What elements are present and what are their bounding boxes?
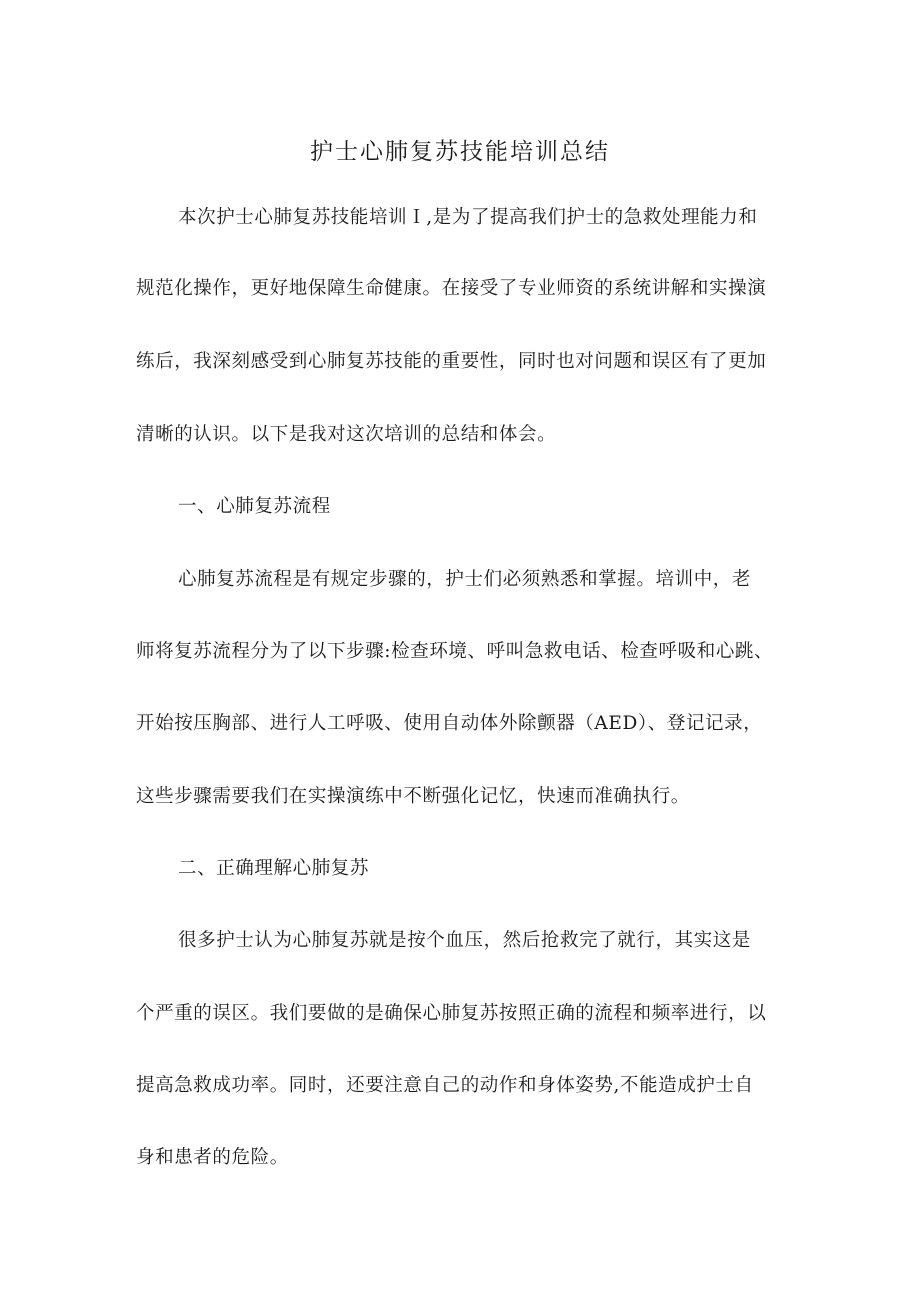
- paragraph-2-line-2: 师将复苏流程分为了以下步骤:检查环境、呼叫急救电话、检查呼吸和心跳、: [136, 641, 774, 662]
- paragraph-3-line-1: 很多护士认为心肺复苏就是按个血压，然后抢救完了就行，其实这是: [178, 930, 752, 951]
- paragraph-2-line-4: 这些步骤需要我们在实操演练中不断强化记忆，快速而准确执行。: [136, 786, 690, 807]
- paragraph-1-line-3: 练后，我深刻感受到心肺复苏技能的重要性，同时也对问题和误区有了更加: [136, 351, 767, 372]
- paragraph-1-line-1: 本次护士心肺复苏技能培训Ｉ,是为了提高我们护士的急救处理能力和: [178, 207, 758, 228]
- document-title: 护士心肺复苏技能培训总结: [310, 139, 610, 165]
- paragraph-2-line-3: 开始按压胸部、进行人工呼吸、使用自动体外除颤器（AED）、登记记录，: [136, 713, 763, 734]
- section-heading-2: 二、正确理解心肺复苏: [178, 858, 370, 879]
- paragraph-3-line-4: 身和患者的危险。: [136, 1147, 289, 1168]
- paragraph-3-line-2: 个严重的误区。我们要做的是确保心肺复苏按照正确的流程和频率进行，以: [136, 1003, 767, 1024]
- section-heading-1: 一、心肺复苏流程: [178, 496, 331, 517]
- paragraph-1-line-2: 规范化操作，更好地保障生命健康。在接受了专业师资的系统讲解和实操演: [136, 278, 767, 299]
- paragraph-1-line-4: 清晰的认识。以下是我对这次培训的总结和体会。: [136, 424, 557, 445]
- paragraph-2-line-1: 心肺复苏流程是有规定步骤的，护士们必须熟悉和掌握。培训中，老: [178, 569, 752, 590]
- paragraph-3-line-3: 提高急救成功率。同时，还要注意自己的动作和身体姿势,不能造成护士自: [136, 1075, 754, 1096]
